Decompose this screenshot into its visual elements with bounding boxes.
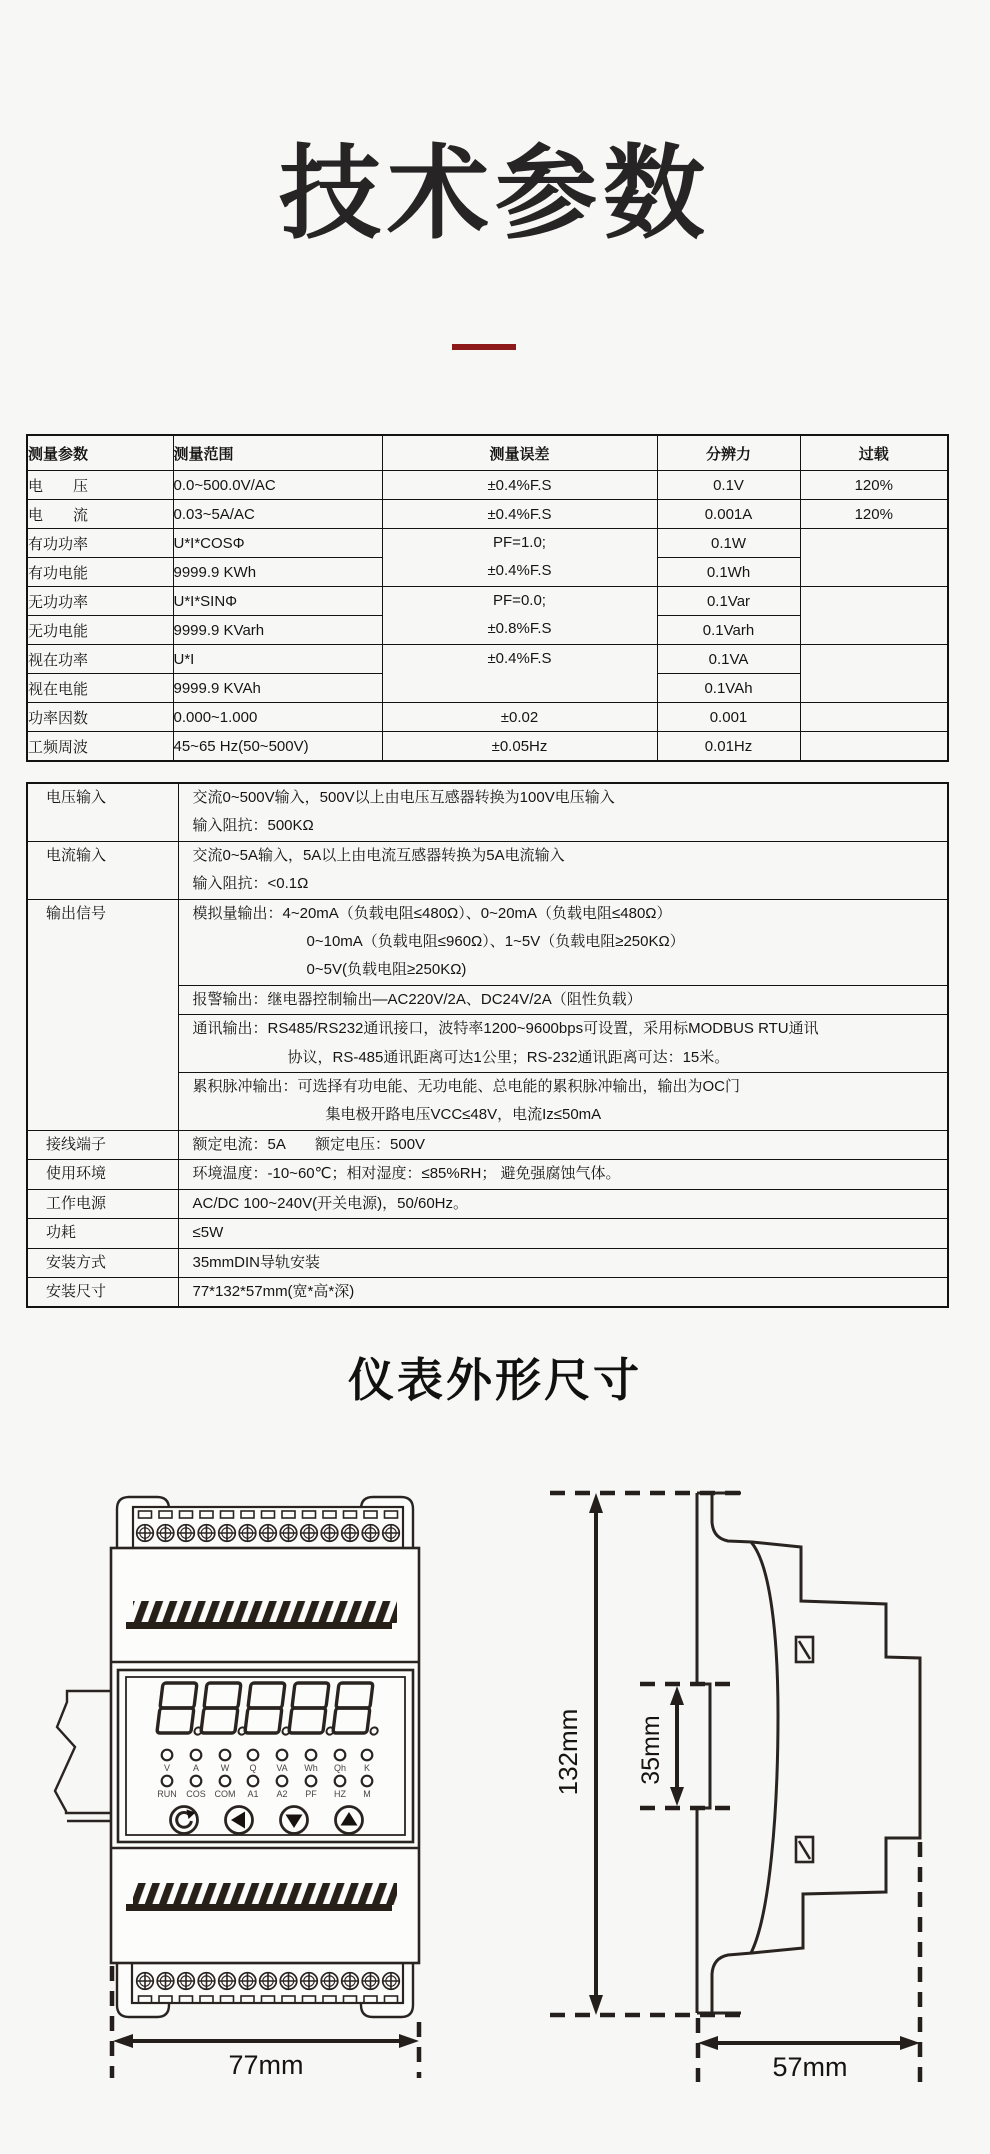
side-step-outline bbox=[712, 1493, 920, 2013]
vent-slats-top bbox=[126, 1601, 397, 1629]
cell-parameter: 电 压 bbox=[27, 471, 173, 500]
vent-slats-bottom bbox=[126, 1883, 397, 1911]
section-title-dimensions: 仪表外形尺寸 bbox=[348, 1354, 642, 1406]
cell-parameter: 视在电能 bbox=[27, 674, 173, 703]
led-label: RUN bbox=[157, 1789, 177, 1799]
cell-resolution: 0.1VA bbox=[657, 645, 800, 674]
row-label: 电流输入 bbox=[27, 841, 178, 899]
page-title: 技术参数 bbox=[279, 137, 711, 251]
row-label: 安装尺寸 bbox=[27, 1277, 178, 1307]
cell-error: ±0.05Hz bbox=[382, 732, 657, 762]
cell-resolution: 0.1Varh bbox=[657, 616, 800, 645]
led-label: VA bbox=[276, 1763, 288, 1773]
cell-resolution: 0.001A bbox=[657, 500, 800, 529]
cell-parameter: 无功电能 bbox=[27, 616, 173, 645]
error-line: ±0.4%F.S bbox=[487, 650, 552, 667]
value-line: ≤5W bbox=[192, 1224, 224, 1242]
value-line: 35mmDIN导轨安装 bbox=[192, 1253, 321, 1271]
value-line: 交流0~500V输入，500V以上由电压互感器转换为100V电压输入 bbox=[192, 789, 615, 806]
error-line: ±0.4%F.S bbox=[487, 562, 552, 579]
din-rail-profile bbox=[55, 1691, 111, 1821]
value-line: 交流0~5A输入，5A以上由电流互感器转换为5A电流输入 bbox=[192, 846, 565, 864]
col-header-parameter: 测量参数 bbox=[27, 435, 173, 471]
col-header-error: 测量误差 bbox=[382, 435, 657, 471]
width-dimension-label: 77mm bbox=[228, 2050, 304, 2080]
cell-overload: 120% bbox=[800, 471, 948, 500]
error-line: PF=1.0; bbox=[493, 534, 546, 551]
cell-parameter: 电 流 bbox=[27, 500, 173, 529]
col-header-range: 测量范围 bbox=[173, 435, 382, 471]
led-label: PF bbox=[305, 1789, 317, 1799]
cell-parameter: 无功功率 bbox=[27, 587, 173, 616]
cell-range: 0.03~5A/AC bbox=[173, 500, 382, 529]
cell-error: ±0.4%F.S bbox=[382, 500, 657, 529]
row-label: 功耗 bbox=[27, 1219, 178, 1248]
cell-overload: 120% bbox=[800, 500, 948, 529]
cell-range: U*I*SINΦ bbox=[173, 587, 382, 616]
cell-error: ±0.4%F.S bbox=[382, 471, 657, 500]
cell-parameter: 工频周波 bbox=[27, 732, 173, 762]
slot-dimension bbox=[637, 1686, 684, 1806]
value-line: AC/DC 100~240V(开关电源)，50/60Hz。 bbox=[192, 1194, 469, 1212]
cell-resolution: 0.1VAh bbox=[657, 674, 800, 703]
side-view bbox=[697, 1493, 920, 2013]
value-line: 通讯输出：RS485/RS232通讯接口，波特率1200~9600bps可设置，采用标MODBUS RTU通讯 bbox=[192, 1020, 819, 1038]
value-line: 集电极开路电压VCC≤48V，电流Iz≤50mA bbox=[325, 1106, 602, 1124]
row-label: 使用环境 bbox=[27, 1160, 178, 1189]
row-label: 安装方式 bbox=[27, 1248, 178, 1277]
value-line: 报警输出：继电器控制输出—AC220V/2A、DC24V/2A（阻性负载） bbox=[192, 990, 642, 1008]
side-back-edge bbox=[697, 1493, 710, 2013]
cell-range: 45~65 Hz(50~500V) bbox=[173, 732, 382, 762]
cell-resolution: 0.001 bbox=[657, 703, 800, 732]
cell-range: 0.000~1.000 bbox=[173, 703, 382, 732]
row-label: 输出信号 bbox=[27, 899, 178, 1130]
value-line: 累积脉冲输出：可选择有功电能、无功电能、总电能的累积脉冲输出，输出为OC门 bbox=[192, 1078, 741, 1096]
din-latch-bottom bbox=[796, 1837, 813, 1862]
led-label: K bbox=[363, 1763, 371, 1773]
height-dimension-label: 132mm bbox=[553, 1708, 583, 1796]
depth-dimension bbox=[698, 2036, 920, 2082]
led-label: A bbox=[192, 1763, 200, 1773]
value-line: 额定电流：5A 额定电压：500V bbox=[192, 1135, 426, 1153]
value-line: 协议，RS-485通讯距离可达1公里；RS-232通讯距离可达：15米。 bbox=[287, 1048, 730, 1066]
cell-range: 9999.9 KVAh bbox=[173, 674, 382, 703]
cell-parameter: 功率因数 bbox=[27, 703, 173, 732]
led-label: COS bbox=[186, 1789, 206, 1799]
led-label: A1 bbox=[247, 1789, 259, 1799]
led-label: Qh bbox=[333, 1763, 347, 1773]
cell-range: 9999.9 KVarh bbox=[173, 616, 382, 645]
slot-dimension-label: 35mm bbox=[637, 1715, 665, 1785]
led-label: W bbox=[220, 1763, 230, 1773]
row-label: 电压输入 bbox=[27, 783, 178, 841]
led-label: V bbox=[163, 1763, 171, 1773]
height-dimension bbox=[553, 1493, 603, 2015]
cell-error: ±0.02 bbox=[382, 703, 657, 732]
error-line: ±0.8%F.S bbox=[487, 620, 552, 637]
led-label: Q bbox=[249, 1763, 257, 1773]
value-line: 0~5V(负载电阻≥250KΩ) bbox=[306, 961, 467, 979]
value-line: 77*132*57mm(宽*高*深) bbox=[192, 1282, 355, 1300]
cell-resolution: 0.1W bbox=[657, 529, 800, 558]
col-header-overload: 过载 bbox=[800, 435, 948, 471]
width-dimension bbox=[113, 2034, 419, 2080]
value-line: 环境温度：-10~60℃；相对湿度：≤85%RH； 避免强腐蚀气体。 bbox=[192, 1165, 621, 1183]
front-view bbox=[55, 1497, 419, 2017]
din-latch-top bbox=[796, 1637, 813, 1662]
col-header-resolution: 分辨力 bbox=[657, 435, 800, 471]
cell-resolution: 0.1Var bbox=[657, 587, 800, 616]
led-label: COM bbox=[214, 1789, 236, 1799]
cell-range: 0.0~500.0V/AC bbox=[173, 471, 382, 500]
error-line: PF=0.0; bbox=[493, 592, 546, 609]
cell-range: U*I bbox=[173, 645, 382, 674]
cell-resolution: 0.01Hz bbox=[657, 732, 800, 762]
cell-resolution: 0.1Wh bbox=[657, 558, 800, 587]
value-line: 模拟量输出：4~20mA（负载电阻≤480Ω）、0~20mA（负载电阻≤480Ω） bbox=[192, 904, 672, 922]
depth-dimension-label: 57mm bbox=[772, 2052, 848, 2082]
cell-resolution: 0.1V bbox=[657, 471, 800, 500]
side-front-curve bbox=[751, 1542, 778, 1953]
led-label: A2 bbox=[276, 1789, 288, 1799]
value-line: 输入阻抗：<0.1Ω bbox=[192, 875, 309, 893]
led-label: HZ bbox=[334, 1789, 346, 1799]
led-label: M bbox=[363, 1789, 371, 1799]
cell-parameter: 有功功率 bbox=[27, 529, 173, 558]
cell-range: U*I*COSΦ bbox=[173, 529, 382, 558]
value-line: 输入阻抗：500KΩ bbox=[192, 817, 314, 835]
row-label: 接线端子 bbox=[27, 1130, 178, 1159]
value-line: 0~10mA（负载电阻≤960Ω）、1~5V（负载电阻≥250KΩ） bbox=[306, 933, 685, 951]
led-label: Wh bbox=[304, 1763, 318, 1773]
cell-parameter: 有功电能 bbox=[27, 558, 173, 587]
cell-parameter: 视在功率 bbox=[27, 645, 173, 674]
row-label: 工作电源 bbox=[27, 1189, 178, 1218]
cell-range: 9999.9 KWh bbox=[173, 558, 382, 587]
